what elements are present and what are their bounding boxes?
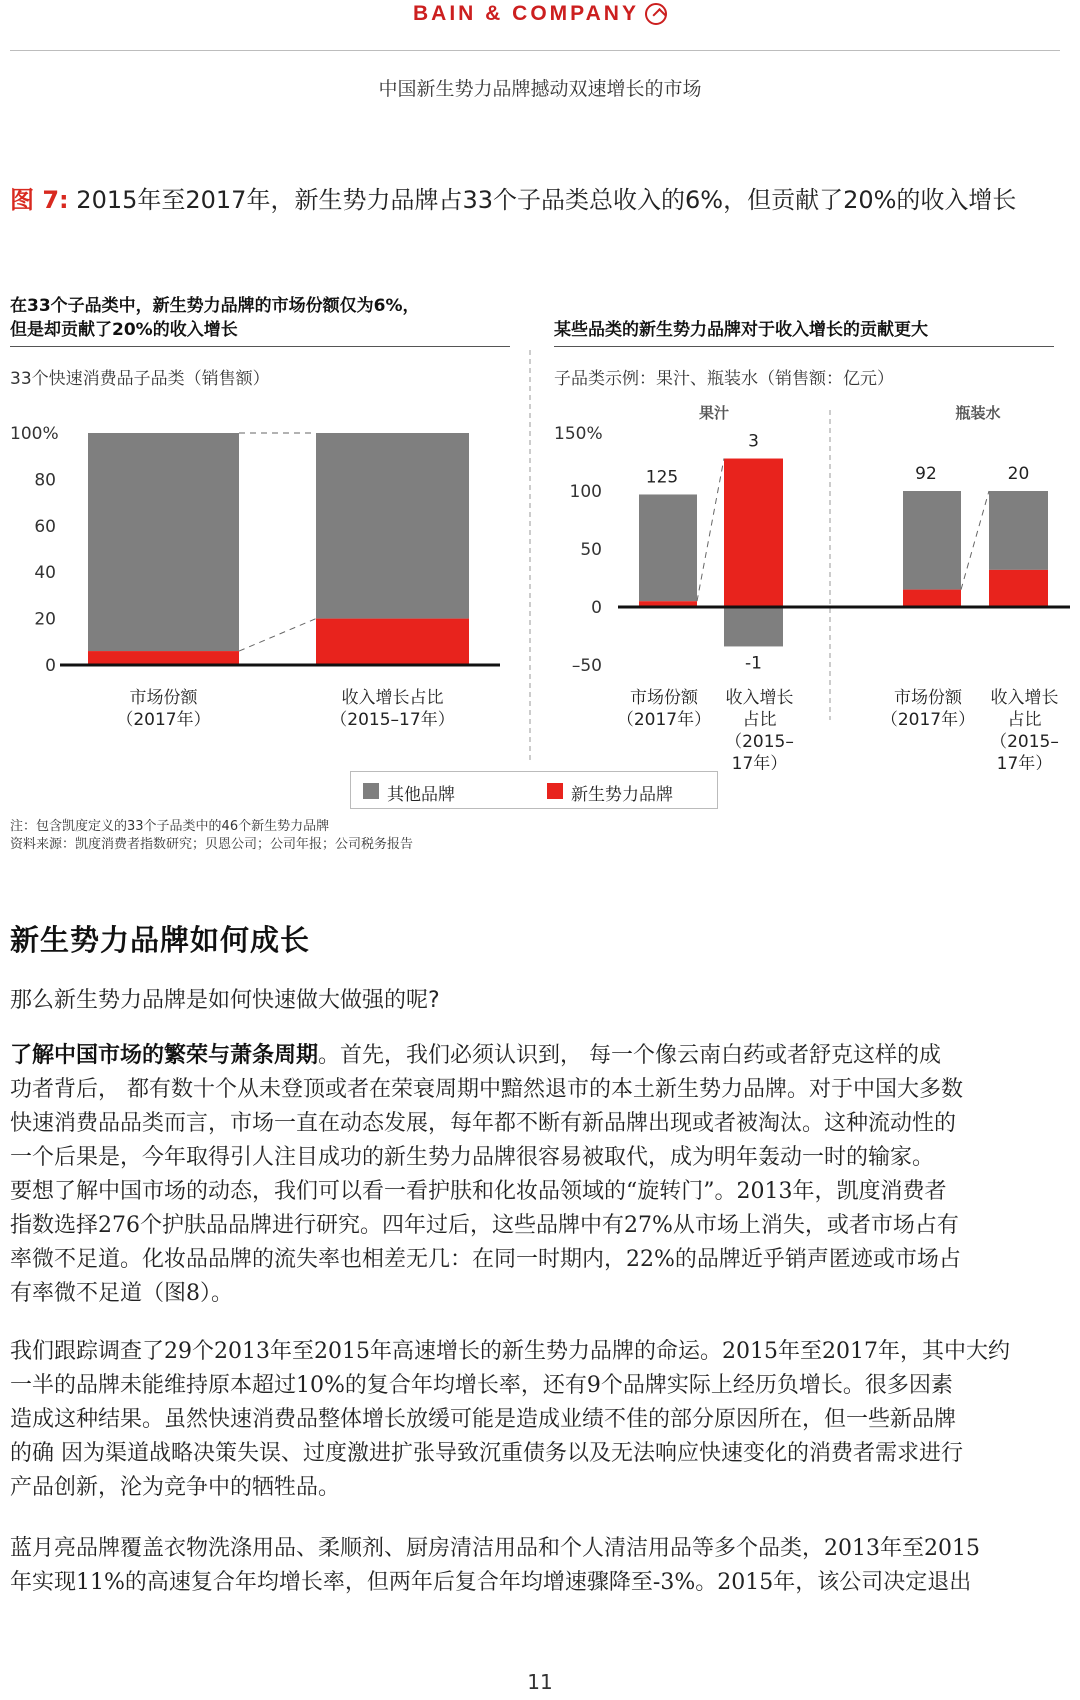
paragraph-1-bold: 了解中国市场的繁荣与萧条周期	[10, 1043, 319, 1068]
right-panel-subheading: 子品类示例：果汁、瓶装水（销售额：亿元）	[554, 369, 894, 389]
category-label: （2015–17年）	[330, 710, 455, 730]
category-label: 市场份额	[630, 688, 698, 708]
y-tick-label: 20	[34, 609, 56, 630]
figure-title-text: 2015年至2017年，新生势力品牌占33个子品类总收入的6%，但贡献了20%的收入增长	[76, 186, 1017, 214]
right-panel-rule	[554, 346, 1054, 347]
category-label: 市场份额	[129, 688, 198, 708]
figure-note: 注：包含凯度定义的33个子品类中的46个新生势力品牌	[10, 819, 330, 834]
bar-segment-other	[639, 494, 697, 601]
bar-value-label: 3	[748, 431, 759, 452]
category-label: （2017年）	[116, 710, 211, 730]
paragraph-1-line: 要想了解中国市场的动态，我们可以看一看护肤和化妆品领域的“旋转门”。2013年，凯度消费者	[10, 1179, 947, 1204]
paragraph-1-line: 。首先，我们必须认识到， 每一个像云南白药或者舒克这样的成	[318, 1043, 942, 1068]
bar-segment-new	[88, 651, 239, 665]
category-label: （2017年）	[616, 710, 712, 730]
y-tick-label: 150%	[554, 424, 603, 444]
paragraph-2-line: 造成这种结果。虽然快速消费品整体增长放缓可能是造成业绩不佳的部分原因所在，但一些新品牌	[10, 1407, 957, 1432]
left-stacked-bar-chart	[0, 400, 520, 760]
category-label: 市场份额	[894, 688, 962, 708]
y-tick-label: 0	[591, 598, 602, 618]
circle-arrow-icon	[645, 3, 667, 25]
bar-segment-other	[989, 491, 1048, 570]
panel-separator	[528, 350, 532, 760]
group-label: 瓶装水	[955, 404, 1001, 422]
category-label: （2015–	[990, 732, 1059, 752]
category-label: 占比	[1007, 710, 1042, 730]
chart-legend	[350, 771, 718, 809]
bar-segment-new	[724, 459, 783, 607]
bar-segment-new	[903, 590, 961, 607]
paragraph-1-line: 有率微不足道（图8）。	[10, 1281, 233, 1306]
legend-swatch-new	[547, 783, 563, 799]
y-tick-label: 60	[34, 516, 56, 537]
header-divider	[10, 50, 1060, 51]
category-label: （2015–	[725, 732, 794, 752]
group-label: 果汁	[698, 404, 730, 422]
bar-segment-other	[724, 607, 783, 646]
y-tick-label: 40	[34, 563, 56, 584]
figure-notes	[10, 818, 413, 854]
paragraph-1-line: 功者背后， 都有数十个从未登顶或者在荣衰周期中黯然退市的本土新生势力品牌。对于中国大多数	[10, 1077, 963, 1102]
paragraph-2-line: 产品创新，沦为竞争中的牺牲品。	[10, 1475, 341, 1500]
connector-line	[239, 619, 316, 651]
bar-value-label: 92	[915, 464, 937, 484]
bar-value-label: -1	[745, 653, 762, 674]
paragraph-1-line: 率微不足道。化妆品品牌的流失率也相差无几：在同一时期内，22%的品牌近乎销声匿迹或市场占	[10, 1247, 961, 1272]
category-label: 17年）	[996, 754, 1053, 770]
paragraph-1-line: 指数选择276个护肤品品牌进行研究。四年过后，这些品牌中有27%从市场上消失，或者市场占有	[10, 1213, 959, 1238]
category-label: 收入增长	[725, 688, 794, 708]
y-tick-label: 50	[580, 540, 602, 560]
paragraph-1	[10, 1039, 1062, 1311]
bar-segment-other	[316, 433, 469, 619]
legend-swatch-other	[363, 783, 379, 799]
paragraph-2	[10, 1335, 1062, 1505]
y-tick-label: 100%	[10, 424, 59, 444]
category-label: 收入增长	[990, 688, 1059, 708]
left-panel-heading-line1: 在33个子品类中，新生势力品牌的市场份额仅为6%，	[10, 296, 420, 316]
paragraph-1-line: 一个后果是，今年取得引人注目成功的新生势力品牌很容易被取代，成为明年轰动一时的输家。	[10, 1145, 935, 1170]
left-panel-subheading: 33个快速消费品子品类（销售额）	[10, 369, 270, 389]
paragraph-3	[10, 1532, 1062, 1600]
right-panel-heading: 某些品类的新生势力品牌对于收入增长的贡献更大	[554, 320, 928, 340]
bar-segment-other	[88, 433, 239, 651]
page-subtitle: 中国新生势力品牌撼动双速增长的市场	[378, 78, 702, 100]
y-tick-label: 80	[34, 470, 56, 491]
paragraph-3-line: 蓝月亮品牌覆盖衣物洗涤用品、柔顺剂、厨房清洁用品和个人清洁用品等多个品类，2013年至2015	[10, 1536, 980, 1561]
legend-label-new: 新生势力品牌	[571, 785, 673, 805]
lead-question: 那么新生势力品牌是如何快速做大做强的呢?	[10, 988, 440, 1013]
category-label: 占比	[742, 710, 777, 730]
legend-label-other: 其他品牌	[387, 785, 455, 805]
paragraph-2-line: 我们跟踪调查了29个2013年至2015年高速增长的新生势力品牌的命运。2015年至2017年，其中大约	[10, 1339, 1010, 1364]
paragraph-2-line: 一半的品牌未能维持原本超过10%的复合年均增长率，还有9个品牌实际上经历负增长。很多因素	[10, 1373, 953, 1398]
figure-source: 资料来源：凯度消费者指数研究；贝恩公司；公司年报；公司税务报告	[10, 837, 414, 852]
y-tick-label: –50	[571, 656, 602, 676]
page-number: 11	[527, 1670, 553, 1694]
section-title: 新生势力品牌如何成长	[10, 923, 311, 957]
right-stacked-bar-chart	[540, 400, 1080, 770]
category-label: 收入增长占比	[341, 688, 444, 708]
left-panel-heading-line2: 但是却贡献了20%的收入增长	[10, 320, 238, 340]
bar-segment-other	[903, 491, 961, 590]
connector-line	[697, 459, 724, 602]
brand-logo-text: BAIN & COMPANY	[413, 2, 639, 25]
paragraph-1-line: 快速消费品品类而言，市场一直在动态发展，每年都不断有新品牌出现或者被淘汰。这种流动性的	[10, 1111, 957, 1136]
y-tick-label: 0	[45, 656, 56, 676]
figure-label: 图 7:	[10, 186, 69, 214]
connector-line	[961, 491, 989, 590]
bar-value-label: 125	[645, 467, 679, 488]
bar-value-label: 20	[1007, 464, 1030, 484]
category-label: （2017年）	[880, 710, 976, 730]
figure-title	[10, 180, 1016, 215]
left-panel-heading	[10, 294, 420, 342]
paragraph-2-line: 的确 因为渠道战略决策失误、过度激进扩张导致沉重债务以及无法响应快速变化的消费者需求进行	[10, 1441, 963, 1466]
bar-segment-new	[316, 619, 469, 665]
bar-segment-new	[989, 570, 1048, 607]
category-label: 17年）	[731, 754, 788, 770]
paragraph-3-line: 年实现11%的高速复合年均增长率，但两年后复合年均增速骤降至-3%。2015年，该公司决定退出	[10, 1570, 972, 1595]
y-tick-label: 100	[569, 482, 602, 502]
left-panel-rule	[10, 346, 510, 347]
brand-logo	[0, 2, 1080, 26]
